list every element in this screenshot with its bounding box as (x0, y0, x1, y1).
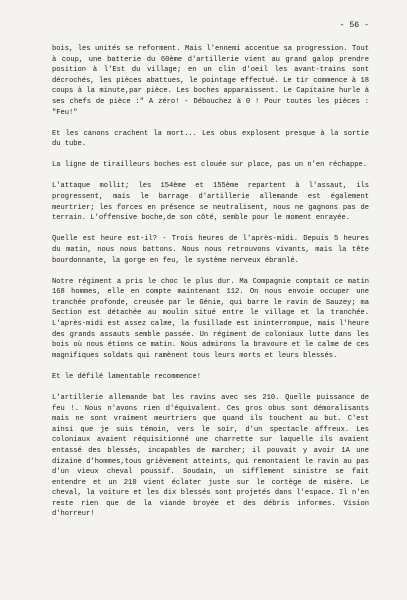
paragraph-artillery-arrival: bois, les unités se reforment. Mais l'ennemi accentue sa progression. Tout à coup, une batterie du 60ème d'artillerie vient au grand galop prendre position à l'Est du village; en un clin d'oeil les avant-trains sont décrochés, les pièces abattues, le pointage effectué. Le tir commence à 18 coups à la minute,par pièce. Les boches apparaissent. Le Capitaine hurle à ses chefs de pièce :" A zéro! - Débouchez à 0 ! Pour toutes les pièces : "Feu!" (52, 45, 369, 117)
paragraph-regiment: Notre régiment a pris le choc le plus dur. Ma Compagnie comptait ce matin 168 hommes, elle en compte maintenant 112. On nous envoie occuper une tranchée profonde, creusée par le Génie, qui barre le ravin de Sauzey; ma Section est détachée au moulin situé entre le village et la tranchée. L'après-midi est assez calme, la fusillade est ininterrompue, mais l'heure des grands assauts semble passée. Un régiment de coloniaux lutte dans les bois où nous étions ce matin. Nous admirons la bravoure et le calme de ces magnifiques soldats qui ramènent tous leurs morts et leurs blessés. (52, 277, 369, 360)
paragraph-skirmish-line: La ligne de tirailleurs boches est clouée sur place, pas un n'en réchappe. (52, 161, 368, 170)
paragraph-cannons: Et les canons crachent la mort... Les obus explosent presque à la sortie du tube. (52, 129, 369, 149)
page-number: - 56 - (339, 21, 369, 30)
paragraph-procession: Et le défilé lamentable recommence! (52, 372, 201, 381)
paragraph-time: Quelle est heure est-il? - Trois heures de l'après-midi. Depuis 5 heures du matin, nous nous battons. Nous nous retrouvons vivants, mais la tête bourdonnante, la gorge en feu, le système nerveux ébranlé. (52, 235, 369, 265)
paragraph-german-artillery: L'artillerie allemande bat les ravins avec ses 210. Quelle puissance de feu !. Nous n'avons rien d'équivalent. Ces gros obus sont démoralisants mais ne sont vraiment meurtriers que quand ils touchent au but. C'est ainsi que je suis témoin, vers le soir, d'un spectacle affreux. Les coloniaux avaient réquisitionné une charrette sur laquelle ils avaient entassé des blessés, incapables de marcher; il pouvait y avoir 1A une dizaine d'hommes,tous grièvement atteints, qui remontaient le ravin au pas d'un vieux cheval poussif. Soudain, un sifflement sinistre se fait entendre et un 210 vient éclater juste sur le cortège de misère. Le cheval, la voiture et les dix blessés sont projetés dans l'espace. Il n'en reste rien que de la viande broyée et des débris informes. Vision d'horreur! (52, 393, 369, 519)
paragraph-attack-weakens: L'attaque mollit; les 154ème et 155ème repartent à l'assaut, ils progressent, mais le barrage d'artillerie allemande est également meurtrier; les forces en présence se neutralisent, nous ne gagnons pas de terrain. L'offensive boche,de son côté, semble pour le moment enrayée. (52, 182, 369, 223)
